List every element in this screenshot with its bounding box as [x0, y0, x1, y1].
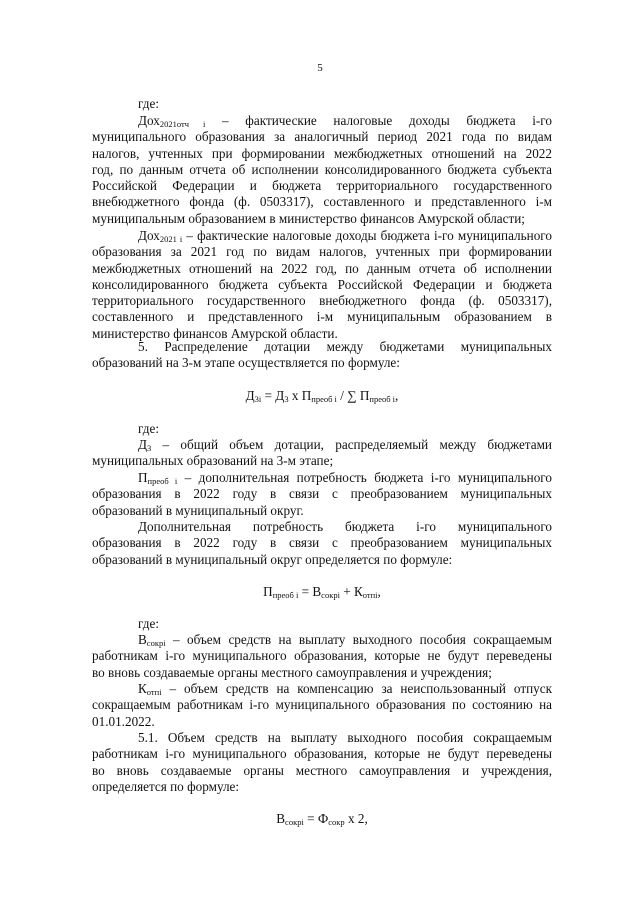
definition-p-preob: [92, 470, 552, 519]
formula-v-sokr: [92, 811, 552, 827]
text-line: [92, 113, 552, 129]
symbol-subscript: преоб i: [147, 476, 178, 486]
text-line: образований в муниципальный округ.: [92, 502, 304, 518]
text-line: образований в муниципальный округ определяется по формуле:: [92, 551, 453, 567]
definition-v-sokr: [92, 632, 552, 681]
text-fragment: – дополнительная потребность бюджета i-го муниципального: [177, 470, 552, 485]
where-label: где:: [138, 616, 159, 631]
section-5-intro: [92, 339, 552, 372]
formula-part: П: [263, 584, 273, 599]
text-line: Российской Федерации и бюджета территориального государственного: [92, 178, 552, 194]
formula-part: = Ф: [303, 811, 329, 826]
where-label: где:: [138, 96, 159, 111]
formula-part: ,: [395, 388, 399, 403]
symbol: К: [138, 681, 147, 696]
page-number: 5: [317, 62, 323, 74]
text-line: межбюджетных отношений на 2022 год, по данным отчета об исполнении: [92, 260, 552, 276]
text-line: территориального государственного внебюджетного фонда (ф. 0503317),: [92, 293, 552, 309]
text-line: образований на 3-м этапе осуществляется по формуле:: [92, 355, 400, 371]
text-line: составленного и представленного i-м муниципальным образованием в: [92, 309, 552, 325]
text-fragment: – объем средств на компенсацию за неиспользованный отпуск: [161, 681, 552, 696]
formula-part: x 2,: [344, 811, 368, 826]
text-line: 01.01.2022.: [92, 713, 155, 729]
formula-part: x П: [288, 388, 312, 403]
formula-subscript: 3: [284, 394, 289, 404]
formula-p-preob: [92, 584, 552, 600]
text-fragment: – фактические налоговые доходы бюджета i-го муниципального: [182, 228, 552, 243]
text-line: работникам i-го муниципального образования, которые не будут переведены: [92, 746, 552, 762]
formula-part: ,: [377, 584, 381, 599]
formula-subscript: преоб i: [272, 590, 299, 600]
text-line: во вновь создаваемые органы местного самоуправления и учреждения;: [92, 664, 492, 680]
text-line: муниципальных образований на 3-м этапе;: [92, 453, 334, 469]
additional-need-paragraph: [92, 519, 552, 568]
formula-part: = В: [298, 584, 322, 599]
text-line: [92, 437, 552, 453]
symbol-subscript: 3: [147, 443, 152, 453]
text-line: [92, 632, 552, 648]
formula-subscript: сокр: [328, 817, 345, 827]
symbol: П: [138, 470, 148, 485]
text-line: определяется по формуле:: [92, 778, 240, 794]
text-line: консолидированного бюджета субъекта Российской Федерации и бюджета: [92, 276, 552, 292]
formula-subscript: сокрi: [285, 817, 304, 827]
symbol: Дох: [138, 113, 160, 128]
definition-dokh-2021: [92, 228, 552, 342]
text-fragment: – общий объем дотации, распределяемый между бюджетами: [151, 437, 552, 452]
definition-k-otp: [92, 681, 552, 730]
formula-part: В: [276, 811, 286, 826]
formula-d3i: [92, 388, 552, 404]
text-line: образования за 2021 год по видам налогов, учтенных при формировании: [92, 244, 552, 260]
formula-subscript: отпi: [362, 590, 378, 600]
formula-part: + К: [339, 584, 363, 599]
formula-part: / ∑ П: [336, 388, 370, 403]
text-line: [92, 681, 552, 697]
formula-subscript: преоб i: [369, 394, 396, 404]
text-line: муниципальным образованием в министерство финансов Амурской области;: [92, 210, 525, 226]
text-line: 5.1. Объем средств на выплату выходного пособия сокращаемым: [138, 730, 552, 745]
symbol-subscript-index: i: [203, 119, 206, 129]
text-line: 5. Распределение дотации между бюджетами муниципальных: [138, 339, 552, 354]
text-line: министерство финансов Амурской области.: [92, 325, 338, 341]
formula-subscript: сокрi: [321, 590, 340, 600]
formula-subscript: 3i: [254, 394, 262, 404]
text-line: [92, 470, 552, 486]
symbol: Д: [138, 437, 147, 452]
definition-d3: [92, 437, 552, 470]
symbol-subscript: 2021 i: [159, 234, 183, 244]
symbol-subscript: 2021отч: [159, 119, 189, 129]
formula-part: = Д: [261, 388, 285, 403]
formula-subscript: преоб i: [311, 394, 337, 404]
text-line: во вновь создаваемые органы местного самоуправления и учреждения,: [92, 762, 552, 778]
text-line: муниципального образования за аналогичный период 2021 года по видам: [92, 129, 552, 145]
symbol-subscript: отпi: [146, 687, 162, 697]
section-5-1: [92, 730, 552, 795]
text-fragment: – объем средств на выплату выходного пособия сокращаемым: [165, 632, 552, 647]
text-line: Дополнительная потребность бюджета i-го муниципального: [138, 519, 552, 534]
symbol-subscript: сокрi: [146, 638, 166, 648]
text-line: внебюджетного фонда (ф. 0503317), составленного и представленного i-м: [92, 194, 552, 210]
text-fragment: – фактические налоговые доходы бюджета i-го: [205, 113, 552, 128]
definition-dokh-2021-otch: [92, 113, 552, 227]
text-line: сокращаемым работникам i-го муниципального образования по состоянию на: [92, 697, 552, 713]
text-line: налогов, учтенных при формировании межбюджетных отношений на 2022: [92, 145, 552, 161]
symbol: В: [138, 632, 147, 647]
symbol: Дох: [138, 228, 160, 243]
text-line: работникам i-го муниципального образования, которые не будут переведены: [92, 648, 552, 664]
text-line: образования в 2022 году в связи с преобразованием муниципальных: [92, 486, 552, 502]
formula-part: Д: [245, 388, 255, 403]
text-line: образования в 2022 году в связи с преобразованием муниципальных: [92, 535, 552, 551]
where-label: где:: [138, 421, 159, 436]
text-line: [92, 228, 552, 244]
text-line: год, по данным отчета об исполнении консолидированного бюджета субъекта: [92, 161, 552, 177]
